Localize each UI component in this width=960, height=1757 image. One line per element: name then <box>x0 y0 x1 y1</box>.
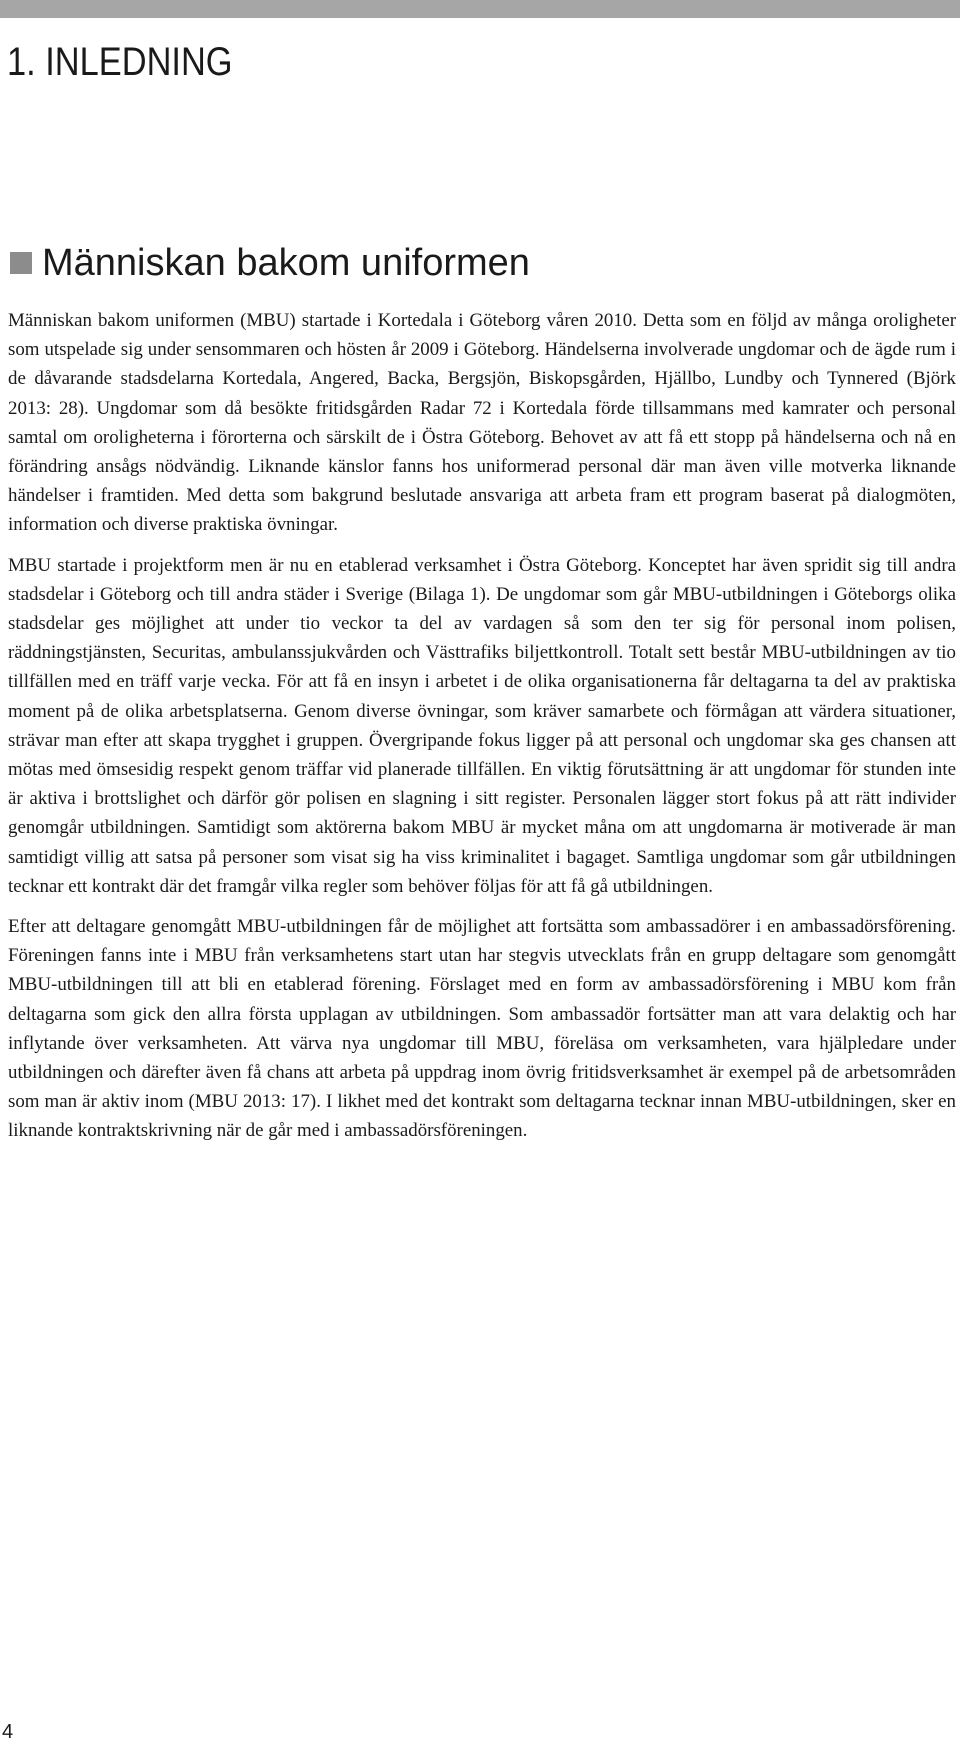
section-heading-text: Människan bakom uniformen <box>42 242 530 284</box>
page-number: 4 <box>2 1721 14 1743</box>
paragraph: Människan bakom uniformen (MBU) startade i Kortedala i Göteborg våren 2010. Detta som en följd av många oroligheter som utspelade sig under sensommaren och hösten år 2009 i Göteborg. Händelserna involverade ungdomar och de ägde rum i de dåvarande stadsdelarna Kortedala, Angered, Backa, Bergsjön, Biskopsgården, Hjällbo, Lundby och Tynnered (Björk 2013: 28). Ungdomar som då besökte fritidsgården Radar 72 i Kortedala förde tillsammans med kamrater och personal samtal om oroligheterna i förorterna och särskilt de i Östra Göteborg. Behovet av att få ett stopp på händelserna och nå en förändring ansågs nödvändig. Liknande känslor fanns hos uniformerad personal där man även ville motverka liknande händelser i framtiden. Med detta som bakgrund beslutade ansvariga att arbeta fram ett program baserat på dialogmöten, information och diverse praktiska övningar. <box>8 310 956 536</box>
body-text <box>8 306 956 1157</box>
paragraph: Efter att deltagare genomgått MBU-utbildningen får de möjlighet att fortsätta som ambassadörer i en ambassadörsförening. Föreningen fanns inte i MBU från verksamhetens start utan har stegvis utvecklats från en grupp deltagare som genomgått MBU-utbildningen till att bli en etablerad förening. Förslaget med en form av ambassadörsförening i MBU kom från deltagarna som gick den allra första upplagan av utbildningen. Som ambassadör fortsätter man att vara delaktig och har inflytande över verksamheten. Att värva nya ungdomar till MBU, föreläsa om verksamheten, vara hjälpledare under utbildningen och därefter även få chans att arbeta på uppdrag inom övrig fritidsverksamhet är exempel på de arbetsområden som man är aktiv inom (MBU 2013: 17). I likhet med det kontrakt som deltagarna tecknar innan MBU-utbildningen, sker en liknande kontraktskrivning när de går med i ambassadörsföreningen. <box>8 916 956 1142</box>
chapter-title: 1. INLEDNING <box>7 40 233 84</box>
paragraph: MBU startade i projektform men är nu en etablerad verksamhet i Östra Göteborg. Konceptet har även spridit sig till andra stadsdelar i Göteborg och till andra städer i Sverige (Bilaga 1). De ungdomar som går MBU-utbildningen i Göteborgs olika stadsdelar ges möjlighet att under tio veckor ta del av vardagen så som den ter sig för personal inom polisen, räddningstjänsten, Securitas, ambulanssjukvården och Västtrafiks biljettkontroll. Totalt sett består MBU-utbildningen av tio tillfällen med en träff varje vecka. För att få en insyn i arbetet i de olika organisationerna får deltagarna ta del av praktiska moment på de olika arbetsplatserna. Genom diverse övningar, som kräver samarbete och förmågan att värdera situationer, strävar man efter att skapa trygghet i gruppen. Övergripande fokus ligger på att personal och ungdomar ska ges chansen att mötas med ömsesidig respekt genom träffar vid planerade tillfällen. En viktig förutsättning är att ungdomar för stunden inte är aktiva i brottslighet och därför gör polisen en slagning i sitt register. Personalen lägger stort fokus på att rätt individer genomgår utbildningen. Samtidigt som aktörerna bakom MBU är mycket måna om att ungdomarna är motiverade är man samtidigt villig att satsa på personer som visat sig ha viss kriminalitet i bagaget. Samtliga ungdomar som går utbildningen tecknar ett kontrakt där det framgår vilka regler som behöver följas för att få gå utbildningen. <box>8 554 956 897</box>
square-bullet-icon <box>10 252 32 274</box>
top-rule-bar <box>0 0 960 18</box>
section-heading <box>10 238 530 288</box>
